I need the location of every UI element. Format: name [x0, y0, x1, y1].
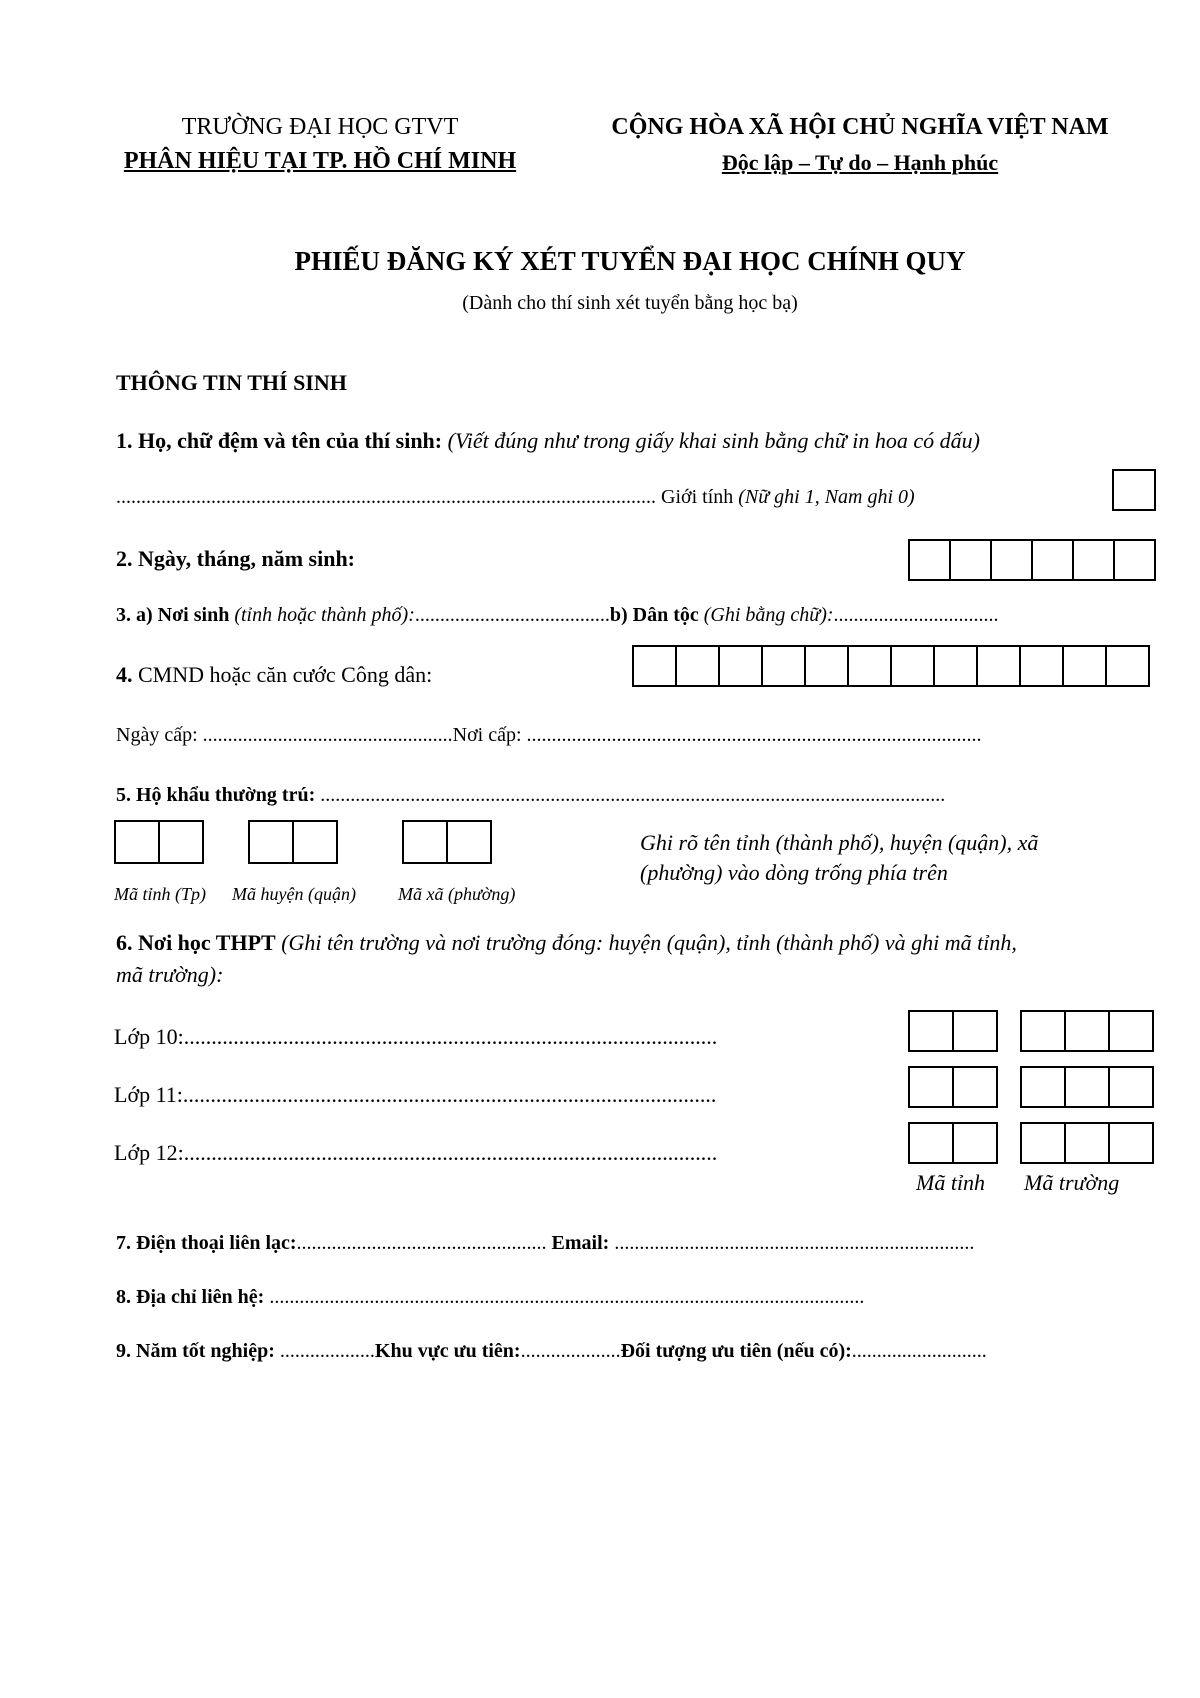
page-title: PHIẾU ĐĂNG KÝ XÉT TUYỂN ĐẠI HỌC CHÍNH QUY	[294, 246, 966, 276]
input-cell[interactable]	[677, 645, 720, 687]
grade-label: Lớp 12:	[114, 1140, 184, 1165]
school-name: TRƯỜNG ĐẠI HỌC GTVT	[181, 114, 459, 140]
code-cell[interactable]	[1066, 1066, 1110, 1108]
ward-code-label: Mã xã (phường)	[398, 884, 516, 904]
q3-ethnicity-hint: (Ghi bằng chữ):	[703, 604, 834, 626]
input-cell[interactable]	[992, 539, 1033, 581]
q4-label: CMND hoặc căn cước Công dân:	[138, 662, 433, 687]
q1-number: 1.	[116, 428, 133, 453]
school-province-code-label: Mã tỉnh	[916, 1170, 986, 1195]
input-cell[interactable]	[763, 645, 806, 687]
issue-date-dots[interactable]: ..................................................	[202, 724, 453, 746]
code-cell[interactable]	[1110, 1010, 1154, 1052]
grade11-province-code[interactable]	[908, 1066, 998, 1108]
code-cell[interactable]	[910, 1010, 954, 1052]
grade-12-row	[114, 1140, 717, 1166]
email-dots[interactable]: ........................................................................	[614, 1232, 975, 1254]
q4-number: 4.	[116, 662, 133, 687]
school-code-label: Mã trường	[1024, 1170, 1120, 1195]
q3-ethnicity-label: b) Dân tộc	[609, 604, 699, 626]
input-cell[interactable]	[935, 645, 978, 687]
input-cell[interactable]	[1115, 539, 1156, 581]
input-cell[interactable]	[849, 645, 892, 687]
grade-label: Lớp 10:	[114, 1024, 184, 1049]
q6-label: 6. Nơi học THPT	[116, 930, 276, 955]
q5-dots[interactable]: .............................................................................................................................	[320, 784, 946, 806]
code-cell[interactable]	[250, 820, 294, 864]
q1-gender-label: Giới tính	[661, 486, 734, 508]
input-cell[interactable]	[634, 645, 677, 687]
branch-name: PHÂN HIỆU TẠI TP. HỒ CHÍ MINH	[123, 148, 517, 174]
code-cell[interactable]	[1066, 1010, 1110, 1052]
q5-row	[116, 784, 945, 807]
q9-row	[116, 1340, 987, 1363]
input-cell[interactable]	[1074, 539, 1115, 581]
gender-box[interactable]	[1112, 469, 1156, 511]
issue-place-dots[interactable]: ...........................................................................................	[526, 724, 982, 746]
grade-label: Lớp 11:	[114, 1082, 183, 1107]
code-cell[interactable]	[116, 820, 160, 864]
dob-boxes[interactable]	[908, 539, 1156, 581]
code-cell[interactable]	[160, 820, 204, 864]
q3-row	[116, 604, 999, 627]
code-cell[interactable]	[954, 1010, 998, 1052]
priority-object-label: Đối tượng ưu tiên (nếu có):	[620, 1340, 852, 1362]
grade-10-row	[114, 1024, 717, 1050]
q5-note-line2: (phường) vào dòng trống phía trên	[640, 860, 948, 885]
code-cell[interactable]	[1110, 1066, 1154, 1108]
input-cell[interactable]	[892, 645, 935, 687]
phone-dots[interactable]: ..................................................	[296, 1232, 547, 1254]
ward-code-boxes[interactable]	[402, 820, 492, 864]
code-cell[interactable]	[910, 1122, 954, 1164]
address-label: 8. Địa chỉ liên hệ:	[116, 1286, 265, 1308]
grade10-province-code[interactable]	[908, 1010, 998, 1052]
code-cell[interactable]	[1066, 1122, 1110, 1164]
issue-date-label: Ngày cấp:	[116, 724, 198, 746]
code-cell[interactable]	[910, 1066, 954, 1108]
grade12-province-code[interactable]	[908, 1122, 998, 1164]
province-code-label: Mã tỉnh (Tp)	[114, 884, 206, 904]
input-cell[interactable]	[910, 539, 951, 581]
input-cell[interactable]	[1021, 645, 1064, 687]
province-code-boxes[interactable]	[114, 820, 204, 864]
grade-11-row	[114, 1082, 716, 1108]
section-title: THÔNG TIN THÍ SINH	[116, 370, 347, 395]
code-cell[interactable]	[404, 820, 448, 864]
graduation-year-dots[interactable]: ...................	[279, 1340, 375, 1362]
q7-row	[116, 1232, 974, 1255]
q1-hint: (Viết đúng như trong giấy khai sinh bằng chữ in hoa có dấu)	[447, 428, 980, 453]
grade-dots[interactable]: .................................................................................................	[183, 1140, 718, 1165]
phone-label: 7. Điện thoại liên lạc:	[116, 1232, 297, 1254]
input-cell[interactable]	[1033, 539, 1074, 581]
grade-dots[interactable]: .................................................................................................	[182, 1082, 717, 1107]
q4-issue-row	[116, 724, 982, 747]
input-cell[interactable]	[720, 645, 763, 687]
grade12-school-code[interactable]	[1020, 1122, 1154, 1164]
q3-ethnicity-dots[interactable]: .................................	[833, 604, 999, 626]
q1-name-line	[116, 486, 915, 509]
priority-area-dots[interactable]: ....................	[520, 1340, 621, 1362]
page-subtitle: (Dành cho thí sinh xét tuyển bằng học bạ)	[462, 292, 798, 314]
priority-object-dots[interactable]: ...........................	[851, 1340, 987, 1362]
q5-note-line1: Ghi rõ tên tỉnh (thành phố), huyện (quận), xã	[640, 830, 1039, 855]
national-motto: Độc lập – Tự do – Hạnh phúc	[721, 150, 999, 175]
input-cell[interactable]	[1107, 645, 1150, 687]
q3-birthplace-dots[interactable]: .......................................	[414, 604, 610, 626]
district-code-label: Mã huyện (quận)	[232, 884, 356, 904]
input-cell[interactable]	[806, 645, 849, 687]
code-cell[interactable]	[1110, 1122, 1154, 1164]
address-dots[interactable]: .......................................................................................................................	[269, 1286, 865, 1308]
input-cell[interactable]	[978, 645, 1021, 687]
q3-birthplace-hint: (tỉnh hoặc thành phố):	[234, 604, 415, 626]
q1-name-dots[interactable]: ............................................................................................................	[116, 486, 656, 508]
q2-label: 2. Ngày, tháng, năm sinh:	[116, 546, 356, 571]
q8-row	[116, 1286, 864, 1309]
code-cell[interactable]	[1022, 1010, 1066, 1052]
grade11-school-code[interactable]	[1020, 1066, 1154, 1108]
grade-dots[interactable]: .................................................................................................	[183, 1024, 718, 1049]
input-cell[interactable]	[951, 539, 992, 581]
q6-hint: (Ghi tên trường và nơi trường đóng: huyện (quận), tỉnh (thành phố) và ghi mã tỉnh,	[281, 930, 1017, 955]
gender-cell[interactable]	[1114, 469, 1156, 511]
input-cell[interactable]	[1064, 645, 1107, 687]
q5-label: 5. Hộ khẩu thường trú:	[116, 784, 316, 806]
q6-label-row	[116, 930, 1017, 956]
grade10-school-code[interactable]	[1020, 1010, 1154, 1052]
district-code-boxes[interactable]	[248, 820, 338, 864]
id-number-boxes[interactable]	[632, 645, 1150, 687]
issue-place-label: Nơi cấp:	[452, 724, 522, 746]
q3-birthplace-label: 3. a) Nơi sinh	[116, 604, 230, 626]
code-cell[interactable]	[448, 820, 492, 864]
code-cell[interactable]	[294, 820, 338, 864]
q1-gender-hint: (Nữ ghi 1, Nam ghi 0)	[738, 486, 915, 508]
q1-label-row	[116, 428, 980, 454]
code-cell[interactable]	[954, 1066, 998, 1108]
code-cell[interactable]	[1022, 1066, 1066, 1108]
national-title: CỘNG HÒA XÃ HỘI CHỦ NGHĨA VIỆT NAM	[611, 114, 1109, 140]
q1-label: Họ, chữ đệm và tên của thí sinh:	[138, 428, 443, 453]
priority-area-label: Khu vực ưu tiên:	[374, 1340, 521, 1362]
q6-hint-line2: mã trường):	[116, 962, 224, 987]
graduation-year-label: 9. Năm tốt nghiệp:	[116, 1340, 275, 1362]
code-cell[interactable]	[1022, 1122, 1066, 1164]
code-cell[interactable]	[954, 1122, 998, 1164]
email-label: Email:	[551, 1232, 610, 1254]
q4-label-row	[116, 662, 432, 688]
